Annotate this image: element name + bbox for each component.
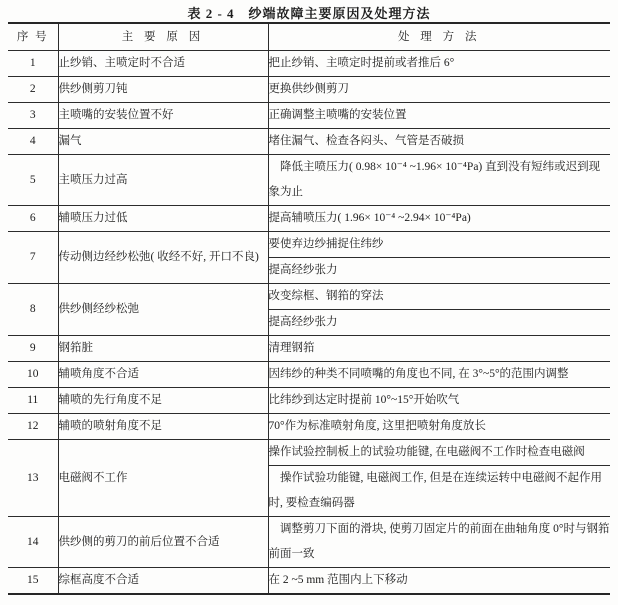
table-row <box>8 517 610 568</box>
table-row <box>8 414 610 440</box>
cause-cell: 传动侧边经纱松弛( 收经不好, 开口不良) <box>58 232 268 284</box>
remedy-cell: 操作试验功能键, 电磁阀工作, 但是在连续运转中电磁阀不起作用时, 要检查编码器 <box>268 466 610 517</box>
remedy-cell: 提高经纱张力 <box>268 258 610 284</box>
table-row <box>8 440 610 466</box>
cause-cell: 主喷嘴的安装位置不好 <box>58 103 268 129</box>
row-number-cell: 8 <box>8 284 58 336</box>
table-header <box>8 23 610 51</box>
cause-cell: 供纱侧的剪刀的前后位置不合适 <box>58 517 268 568</box>
fault-cause-remedy-table <box>8 22 610 595</box>
table-row <box>8 232 610 258</box>
cause-cell: 供纱侧经纱松弛 <box>58 284 268 336</box>
remedy-cell: 在 2 ~5 mm 范围内上下移动 <box>268 568 610 595</box>
remedy-cell: 提高经纱张力 <box>268 310 610 336</box>
remedy-cell: 堵住漏气、检查各闷头、气管是否破损 <box>268 129 610 155</box>
row-number-cell: 14 <box>8 517 58 568</box>
cause-cell: 漏气 <box>58 129 268 155</box>
cause-cell: 止纱销、主喷定时不合适 <box>58 51 268 77</box>
table-row <box>8 362 610 388</box>
cause-cell: 钢筘脏 <box>58 336 268 362</box>
cause-cell: 辅喷的先行角度不足 <box>58 388 268 414</box>
header-cell-remedy: 处 理 方 法 <box>268 23 610 51</box>
row-number-cell: 13 <box>8 440 58 517</box>
remedy-cell: 提高辅喷压力( 1.96× 10⁻⁴ ~2.94× 10⁻⁴Pa) <box>268 206 610 232</box>
row-number-cell: 6 <box>8 206 58 232</box>
table-row <box>8 568 610 595</box>
row-number-cell: 11 <box>8 388 58 414</box>
remedy-cell: 改变综框、钢筘的穿法 <box>268 284 610 310</box>
cause-cell: 辅喷角度不合适 <box>58 362 268 388</box>
row-number-cell: 10 <box>8 362 58 388</box>
cause-cell: 主喷压力过高 <box>58 155 268 206</box>
row-number-cell: 9 <box>8 336 58 362</box>
table-row <box>8 155 610 206</box>
row-number-cell: 3 <box>8 103 58 129</box>
remedy-cell: 正确调整主喷嘴的安装位置 <box>268 103 610 129</box>
table-row <box>8 206 610 232</box>
remedy-cell: 因纬纱的种类不同喷嘴的角度也不同, 在 3°~5°的范围内调整 <box>268 362 610 388</box>
header-cell-no: 序 号 <box>8 23 58 51</box>
remedy-cell: 操作试验控制板上的试验功能键, 在电磁阀不工作时检查电磁阀 <box>268 440 610 466</box>
table-row <box>8 336 610 362</box>
cause-cell: 综框高度不合适 <box>58 568 268 595</box>
table-row <box>8 51 610 77</box>
row-number-cell: 4 <box>8 129 58 155</box>
table-row <box>8 77 610 103</box>
header-cell-cause: 主 要 原 因 <box>58 23 268 51</box>
cause-cell: 电磁阀不工作 <box>58 440 268 517</box>
remedy-cell: 比纬纱到达定时提前 10°~15°开始吹气 <box>268 388 610 414</box>
row-number-cell: 15 <box>8 568 58 595</box>
remedy-cell: 要使弃边纱捕捉住纬纱 <box>268 232 610 258</box>
row-number-cell: 7 <box>8 232 58 284</box>
header-row <box>8 23 610 51</box>
table-title: 表 2 - 4 纱端故障主要原因及处理方法 <box>187 6 431 21</box>
cause-cell: 辅喷压力过低 <box>58 206 268 232</box>
table-row <box>8 103 610 129</box>
remedy-cell: 降低主喷压力( 0.98× 10⁻⁴ ~1.96× 10⁻⁴Pa) 直到没有短纬或迟到现象为止 <box>268 155 610 206</box>
row-number-cell: 2 <box>8 77 58 103</box>
row-number-cell: 1 <box>8 51 58 77</box>
row-number-cell: 5 <box>8 155 58 206</box>
row-number-cell: 12 <box>8 414 58 440</box>
remedy-cell: 清理钢筘 <box>268 336 610 362</box>
table-body <box>8 51 610 595</box>
remedy-cell: 把止纱销、主喷定时提前或者推后 6° <box>268 51 610 77</box>
cause-cell: 供纱侧剪刀钝 <box>58 77 268 103</box>
table-row <box>8 129 610 155</box>
table-row <box>8 388 610 414</box>
remedy-cell: 调整剪刀下面的滑块, 使剪刀固定片的前面在曲轴角度 0°时与钢筘前面一致 <box>268 517 610 568</box>
remedy-cell: 更换供纱侧剪刀 <box>268 77 610 103</box>
table-row <box>8 284 610 310</box>
cause-cell: 辅喷的喷射角度不足 <box>58 414 268 440</box>
remedy-cell: 70°作为标准喷射角度, 这里把喷射角度放长 <box>268 414 610 440</box>
